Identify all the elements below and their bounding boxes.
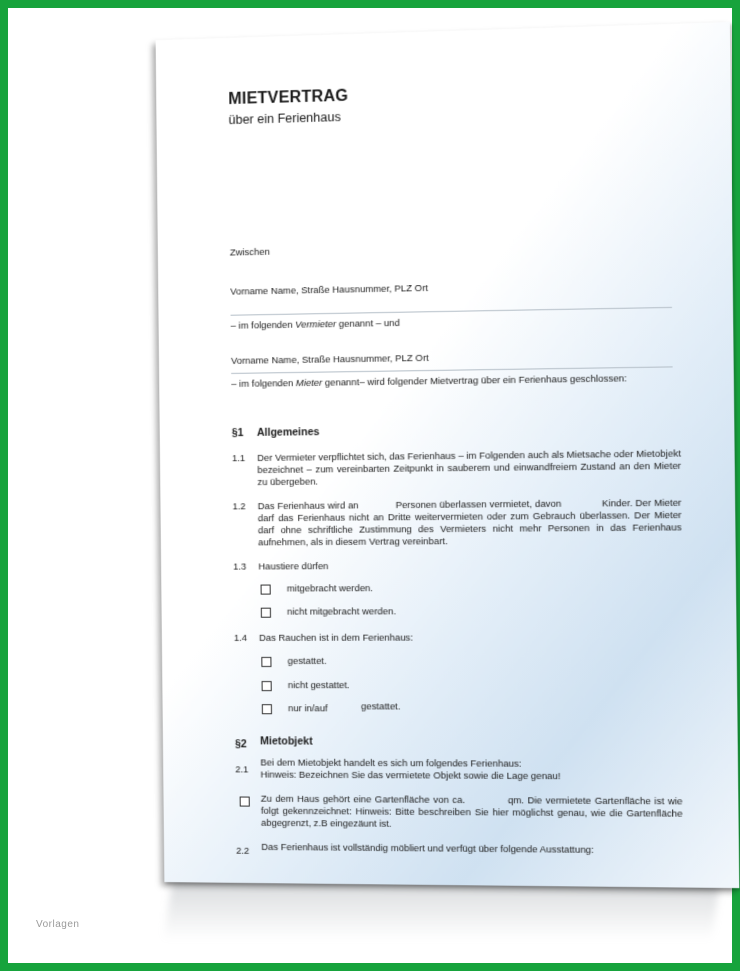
section2-heading: Mietobjekt	[260, 735, 313, 748]
para-2-1-number: 2.1	[235, 763, 249, 775]
garden-checkbox[interactable]	[240, 797, 250, 807]
between-label: Zwischen	[229, 245, 270, 258]
pets-allowed-checkbox[interactable]	[261, 585, 271, 595]
party1-address: Vorname Name, Straße Hausnummer, PLZ Ort	[230, 281, 429, 297]
para-2-2-number: 2.2	[236, 844, 250, 856]
watermark-text: Vorlagen	[36, 919, 80, 930]
document-subtitle: über ein Ferienhaus	[228, 109, 341, 128]
smoking-allowed-checkbox[interactable]	[261, 657, 271, 667]
para-2-2-text: Das Ferienhaus ist vollständig möbliert und verfügt über folgende Ausstattung:	[261, 840, 594, 855]
party2-address: Vorname Name, Straße Hausnummer, PLZ Ort	[230, 351, 429, 366]
party1-line	[231, 307, 672, 316]
document-page	[156, 22, 740, 888]
para-1-1-text: Der Vermieter verpflichtet sich, das Ferienhaus – im Folgenden auch als Mietsache oder Mietobjekt bezeichnet – zum vereinbarten Zeitpunkt in sauberem und einwandfreiem Zustand an den Mieter zu übergeben.	[257, 447, 682, 488]
para-1-2-text: Das Ferienhaus wird an Personen überlassen vermietet, davon Kinder. Der Mieter darf das Ferienhaus nicht an Dritte weitervermieten oder zum Gebrauch überlassen. Der Mieter darf ohne schriftliche Zustimmung des Vermieters nicht mehr Personen in das Ferienhaus aufnehmen, als in diesem Vertrag vereinbart.	[257, 496, 682, 548]
para-2-1-hint: Hinweis: Bezeichnen Sie das vermietete Objekt sowie die Lage genau!	[260, 768, 561, 782]
para-1-3-text: Haustiere dürfen	[258, 560, 329, 572]
pets-not-allowed-label: nicht mitgebracht werden.	[287, 605, 397, 617]
smoking-not-allowed-label: nicht gestattet.	[287, 679, 350, 691]
pets-allowed-label: mitgebracht werden.	[286, 582, 374, 594]
smoking-partial-label-b: gestattet.	[361, 700, 401, 712]
section1-number: §1	[231, 426, 244, 440]
section1-heading: Allgemeines	[256, 426, 320, 439]
para-1-2-number: 1.2	[232, 500, 246, 512]
smoking-not-allowed-checkbox[interactable]	[262, 681, 272, 691]
party2-role: – im folgenden Mieter genannt– wird folgender Mietvertrag über ein Ferienhaus geschlossen:	[231, 372, 627, 389]
page-shadow	[164, 880, 720, 940]
pets-not-allowed-checkbox[interactable]	[261, 608, 271, 618]
document-title: MIETVERTRAG	[228, 87, 349, 109]
party1-role: – im folgenden Vermieter genannt – und	[230, 316, 400, 331]
para-1-3-number: 1.3	[233, 560, 247, 572]
smoking-partial-label-a: nur in/auf	[288, 702, 328, 714]
para-1-4-text: Das Rauchen ist in dem Ferienhaus:	[259, 631, 414, 643]
section2-number: §2	[234, 738, 247, 751]
para-1-4-number: 1.4	[233, 631, 248, 643]
smoking-allowed-label: gestattet.	[287, 654, 327, 666]
para-2-1-text: Bei dem Mietobjekt handelt es sich um folgendes Ferienhaus:	[260, 756, 522, 769]
para-2-1-garden-text: Zu dem Haus gehört eine Gartenfläche von ca. qm. Die vermietete Gartenfläche ist wie folgt gekennzeichnet: Hinweis: Bitte beschreiben Sie hier möglichst genau, wie die Gartenfläche abgegrenzt, z.B eingezäunt ist.	[260, 792, 683, 829]
smoking-partial-checkbox[interactable]	[262, 704, 272, 714]
para-1-1-number: 1.1	[231, 452, 246, 464]
